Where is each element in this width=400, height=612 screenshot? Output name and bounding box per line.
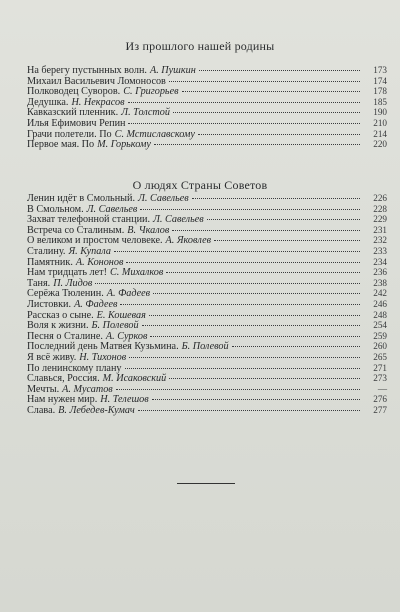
entry-author: Я. Купала xyxy=(68,245,111,257)
dot-leader xyxy=(207,219,360,220)
page-number: 246 xyxy=(373,298,387,309)
entry-title: Михаил Васильевич Ломоносов xyxy=(27,75,166,87)
entry-title: Сталину. xyxy=(27,245,66,257)
page-number: 271 xyxy=(373,362,387,373)
entry-author: С. Мстиславскому xyxy=(114,128,195,140)
entry-author: А. Кононов xyxy=(75,256,124,268)
toc-entry xyxy=(27,107,387,118)
entry-author: А. Яковлев xyxy=(165,235,212,247)
dot-leader xyxy=(114,251,360,252)
toc-entry xyxy=(27,405,387,416)
entry-title: Ленин идёт в Смольный. xyxy=(27,193,136,204)
toc-entry xyxy=(27,363,387,374)
entry-title: Нам тридцать лет! xyxy=(27,267,107,279)
entry-title: Воля к жизни. xyxy=(27,320,89,332)
dot-leader xyxy=(126,262,360,263)
page-number: 260 xyxy=(373,341,387,352)
entry-title: Кавказский пленник. xyxy=(27,107,119,119)
page-number: 232 xyxy=(373,235,387,246)
toc-entry xyxy=(27,394,387,405)
dot-leader xyxy=(192,198,360,199)
entry-title: Листовки. xyxy=(27,298,72,310)
dot-leader xyxy=(125,368,360,369)
page-number: 231 xyxy=(373,224,387,235)
page-number: 226 xyxy=(373,193,387,203)
page-number: 273 xyxy=(373,373,387,384)
dot-leader xyxy=(120,304,360,305)
page-number: 277 xyxy=(373,404,387,415)
toc-entry xyxy=(27,288,387,299)
toc-entry xyxy=(27,257,387,268)
entry-title: На берегу пустынных волн. xyxy=(27,65,147,76)
entry-author: В. Лебедев-Кумач xyxy=(58,404,135,416)
page-number: 236 xyxy=(373,267,387,278)
entry-title: Памятник. xyxy=(27,256,73,268)
entry-author: Л. Савельев xyxy=(86,203,138,215)
dot-leader xyxy=(173,112,360,113)
entry-author: Б. Полевой xyxy=(181,341,229,353)
dot-leader xyxy=(128,123,360,124)
section-title: О людях Страны Советов xyxy=(132,178,268,192)
page-number: 259 xyxy=(373,330,387,341)
entry-title: Илья Ефимович Репин xyxy=(27,117,126,129)
toc-entry xyxy=(27,65,387,76)
dot-leader xyxy=(172,230,360,231)
page-number: 210 xyxy=(373,117,387,128)
end-rule xyxy=(177,483,235,484)
toc-entry xyxy=(27,76,387,87)
entry-author: Н. Телешов xyxy=(100,394,149,406)
entry-title: Встреча со Сталиным. xyxy=(27,224,125,236)
toc-entry xyxy=(27,214,387,225)
entry-author: А. Фадеев xyxy=(106,288,151,300)
toc-entry xyxy=(27,341,387,352)
entry-title: Таня. xyxy=(27,277,51,289)
page-number: 174 xyxy=(373,75,387,86)
page-number: — xyxy=(377,383,387,394)
page-number: 173 xyxy=(373,65,387,75)
toc-entry xyxy=(27,129,387,140)
entry-author: А. Сурков xyxy=(105,330,148,342)
toc-list xyxy=(27,193,387,415)
toc-entry xyxy=(27,118,387,129)
page-number: 254 xyxy=(373,320,387,331)
toc-entry xyxy=(27,373,387,384)
page-number: 265 xyxy=(373,351,387,362)
toc-entry xyxy=(27,97,387,108)
toc-entry xyxy=(27,86,387,97)
toc-entry xyxy=(27,225,387,236)
dot-leader xyxy=(169,81,360,82)
dot-leader xyxy=(153,293,360,294)
page-number: 178 xyxy=(373,86,387,97)
toc-entry xyxy=(27,267,387,278)
toc-entry xyxy=(27,193,387,204)
entry-title: По ленинскому плану xyxy=(27,362,122,374)
dot-leader xyxy=(150,336,360,337)
toc-entry xyxy=(27,331,387,342)
dot-leader xyxy=(138,410,360,411)
toc-entry xyxy=(27,384,387,395)
entry-author: С. Михалков xyxy=(109,267,164,279)
toc-entry xyxy=(27,299,387,310)
toc-entry xyxy=(27,310,387,321)
entry-title: Мечты. xyxy=(27,383,60,395)
dot-leader xyxy=(166,272,360,273)
entry-author: Е. Кошевая xyxy=(96,309,146,321)
entry-title: Полководец Суворов. xyxy=(27,86,121,98)
entry-author: В. Чкалов xyxy=(127,224,170,236)
dot-leader xyxy=(182,91,360,92)
entry-title: Я всё живу. xyxy=(27,351,77,363)
toc-entry xyxy=(27,235,387,246)
toc-entry xyxy=(27,352,387,363)
entry-author: А. Мусатов xyxy=(62,383,113,395)
dot-leader xyxy=(95,283,360,284)
page-number: 234 xyxy=(373,256,387,267)
dot-leader xyxy=(149,315,360,316)
entry-author: Л. Савельев xyxy=(153,214,204,226)
dot-leader xyxy=(128,102,360,103)
page-number: 233 xyxy=(373,245,387,256)
entry-author: П. Лидов xyxy=(53,277,93,289)
dot-leader xyxy=(152,399,360,400)
dot-leader xyxy=(116,389,360,390)
entry-title: Последний день Матвея Кузьмина. xyxy=(27,341,179,353)
dot-leader xyxy=(199,70,360,71)
entry-author: М. Исаковский xyxy=(102,373,167,385)
entry-title: Серёжа Тюленин. xyxy=(27,288,104,300)
page-number: 185 xyxy=(373,96,387,107)
dot-leader xyxy=(142,325,360,326)
dot-leader xyxy=(232,346,360,347)
entry-title: Нам нужен мир. xyxy=(27,394,98,406)
page-number: 242 xyxy=(373,288,387,299)
toc-entry xyxy=(27,139,387,150)
dot-leader xyxy=(154,144,360,145)
entry-title: Рассказ о сыне. xyxy=(27,309,94,321)
entry-author: М. Горькому xyxy=(97,139,151,151)
page-number: 248 xyxy=(373,309,387,320)
page-number: 190 xyxy=(373,107,387,118)
entry-title: В Смольном. xyxy=(27,203,84,215)
dot-leader xyxy=(140,209,360,210)
entry-author: А. Пушкин xyxy=(149,65,196,76)
dot-leader xyxy=(169,378,360,379)
entry-author: Л. Савельев xyxy=(138,193,189,204)
entry-author: Н. Некрасов xyxy=(71,96,125,108)
entry-author: С. Григорьев xyxy=(123,86,179,98)
entry-title: Песня о Сталине. xyxy=(27,330,103,342)
entry-title: Первое мая. По xyxy=(27,139,95,151)
entry-title: О великом и простом человеке. xyxy=(27,235,163,247)
dot-leader xyxy=(129,357,360,358)
page-number: 220 xyxy=(373,139,387,150)
entry-title: Грачи полетели. По xyxy=(27,128,112,140)
toc-list xyxy=(27,65,387,150)
section-title: Из прошлого нашей родины xyxy=(125,39,275,53)
dot-leader xyxy=(198,134,360,135)
page-number: 214 xyxy=(373,128,387,139)
entry-title: Слава. xyxy=(27,404,56,416)
entry-author: Б. Полевой xyxy=(91,320,139,332)
page-number: 238 xyxy=(373,277,387,288)
entry-title: Славься, Россия. xyxy=(27,373,100,385)
entry-author: А. Фадеев xyxy=(74,298,118,310)
entry-title: Дедушка. xyxy=(27,96,69,108)
entry-author: Н. Тихонов xyxy=(79,351,127,363)
toc-entry xyxy=(27,204,387,215)
page-number: 276 xyxy=(373,394,387,405)
page-number: 229 xyxy=(373,214,387,225)
toc-entry xyxy=(27,278,387,289)
dot-leader xyxy=(214,240,360,241)
entry-title: Захват телефонной станции. xyxy=(27,214,151,226)
toc-entry xyxy=(27,246,387,257)
page-number: 228 xyxy=(373,203,387,214)
entry-author: Л. Толстой xyxy=(121,107,170,119)
toc-entry xyxy=(27,320,387,331)
